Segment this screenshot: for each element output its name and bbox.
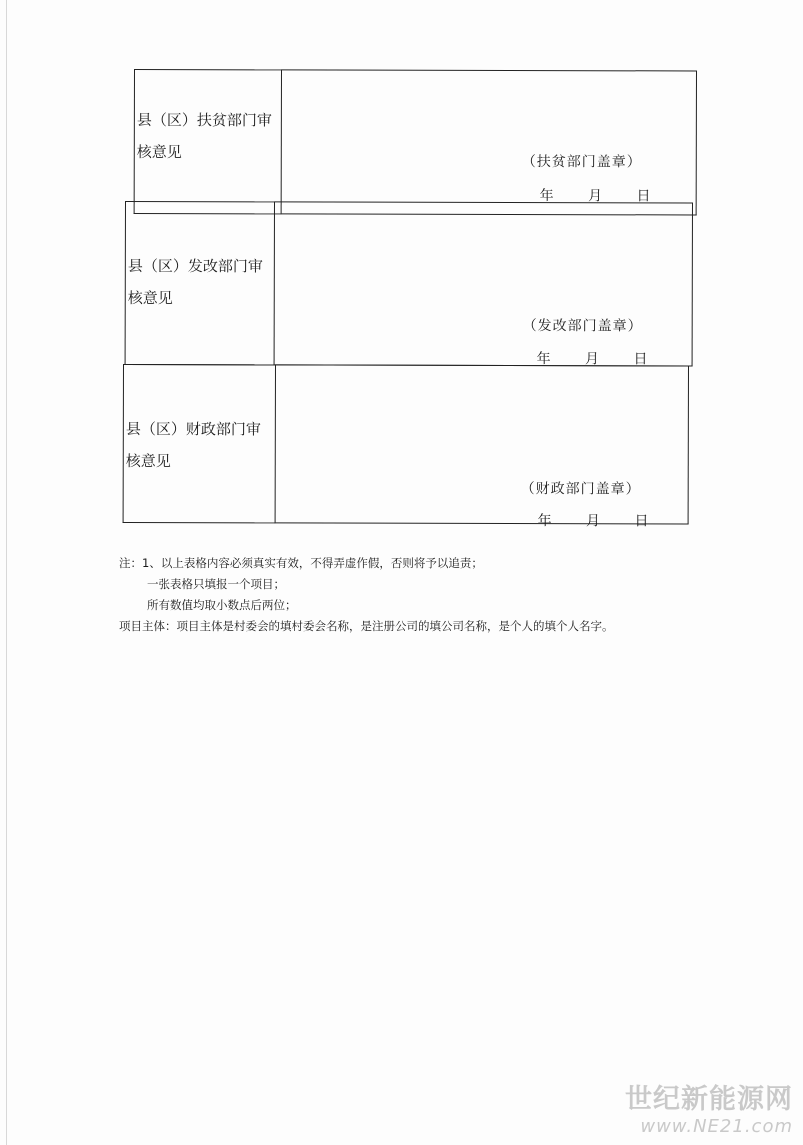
date-finance-dept: 年 月 日 (537, 513, 649, 530)
note-line-2: 一张表格只填报一个项目； (147, 577, 285, 591)
note-line-4: 项目主体：项目主体是村委会的填村委会名称，是注册公司的填公司名称，是个人的填个人名字。 (119, 619, 614, 633)
review-table-reform (125, 201, 693, 366)
watermark-url: www.NE21.com (640, 1116, 793, 1137)
date-reform-dept: 年 月 日 (536, 351, 648, 368)
form-notes (119, 553, 614, 637)
label-reform-dept: 县（区）发改部门审核意见 (125, 202, 274, 365)
opinion-cell-finance[interactable] (275, 365, 688, 530)
watermark-chinese: 世纪新能源网 (625, 1084, 793, 1115)
opinion-cell-poverty[interactable] (281, 70, 696, 215)
opinion-cell-reform[interactable] (274, 202, 692, 366)
stamp-reform-dept: （发改部门盖章） (522, 318, 643, 335)
review-table-poverty (134, 69, 697, 215)
date-poverty-dept: 年 月 日 (539, 188, 651, 205)
scan-edge-line (6, 0, 7, 1145)
label-poverty-dept: 县（区）扶贫部门审核意见 (134, 70, 281, 214)
review-table-finance (123, 364, 689, 530)
note-line-1: 注：1、以上表格内容必须真实有效，不得弄虚作假，否则将予以追责； (119, 556, 483, 570)
stamp-poverty-dept: （扶贫部门盖章） (521, 154, 642, 171)
site-watermark (625, 1077, 793, 1137)
label-finance-dept: 县（区）财政部门审核意见 (123, 365, 275, 523)
note-line-3: 所有数值均取小数点后两位； (147, 598, 297, 612)
stamp-finance-dept: （财政部门盖章） (520, 481, 641, 498)
